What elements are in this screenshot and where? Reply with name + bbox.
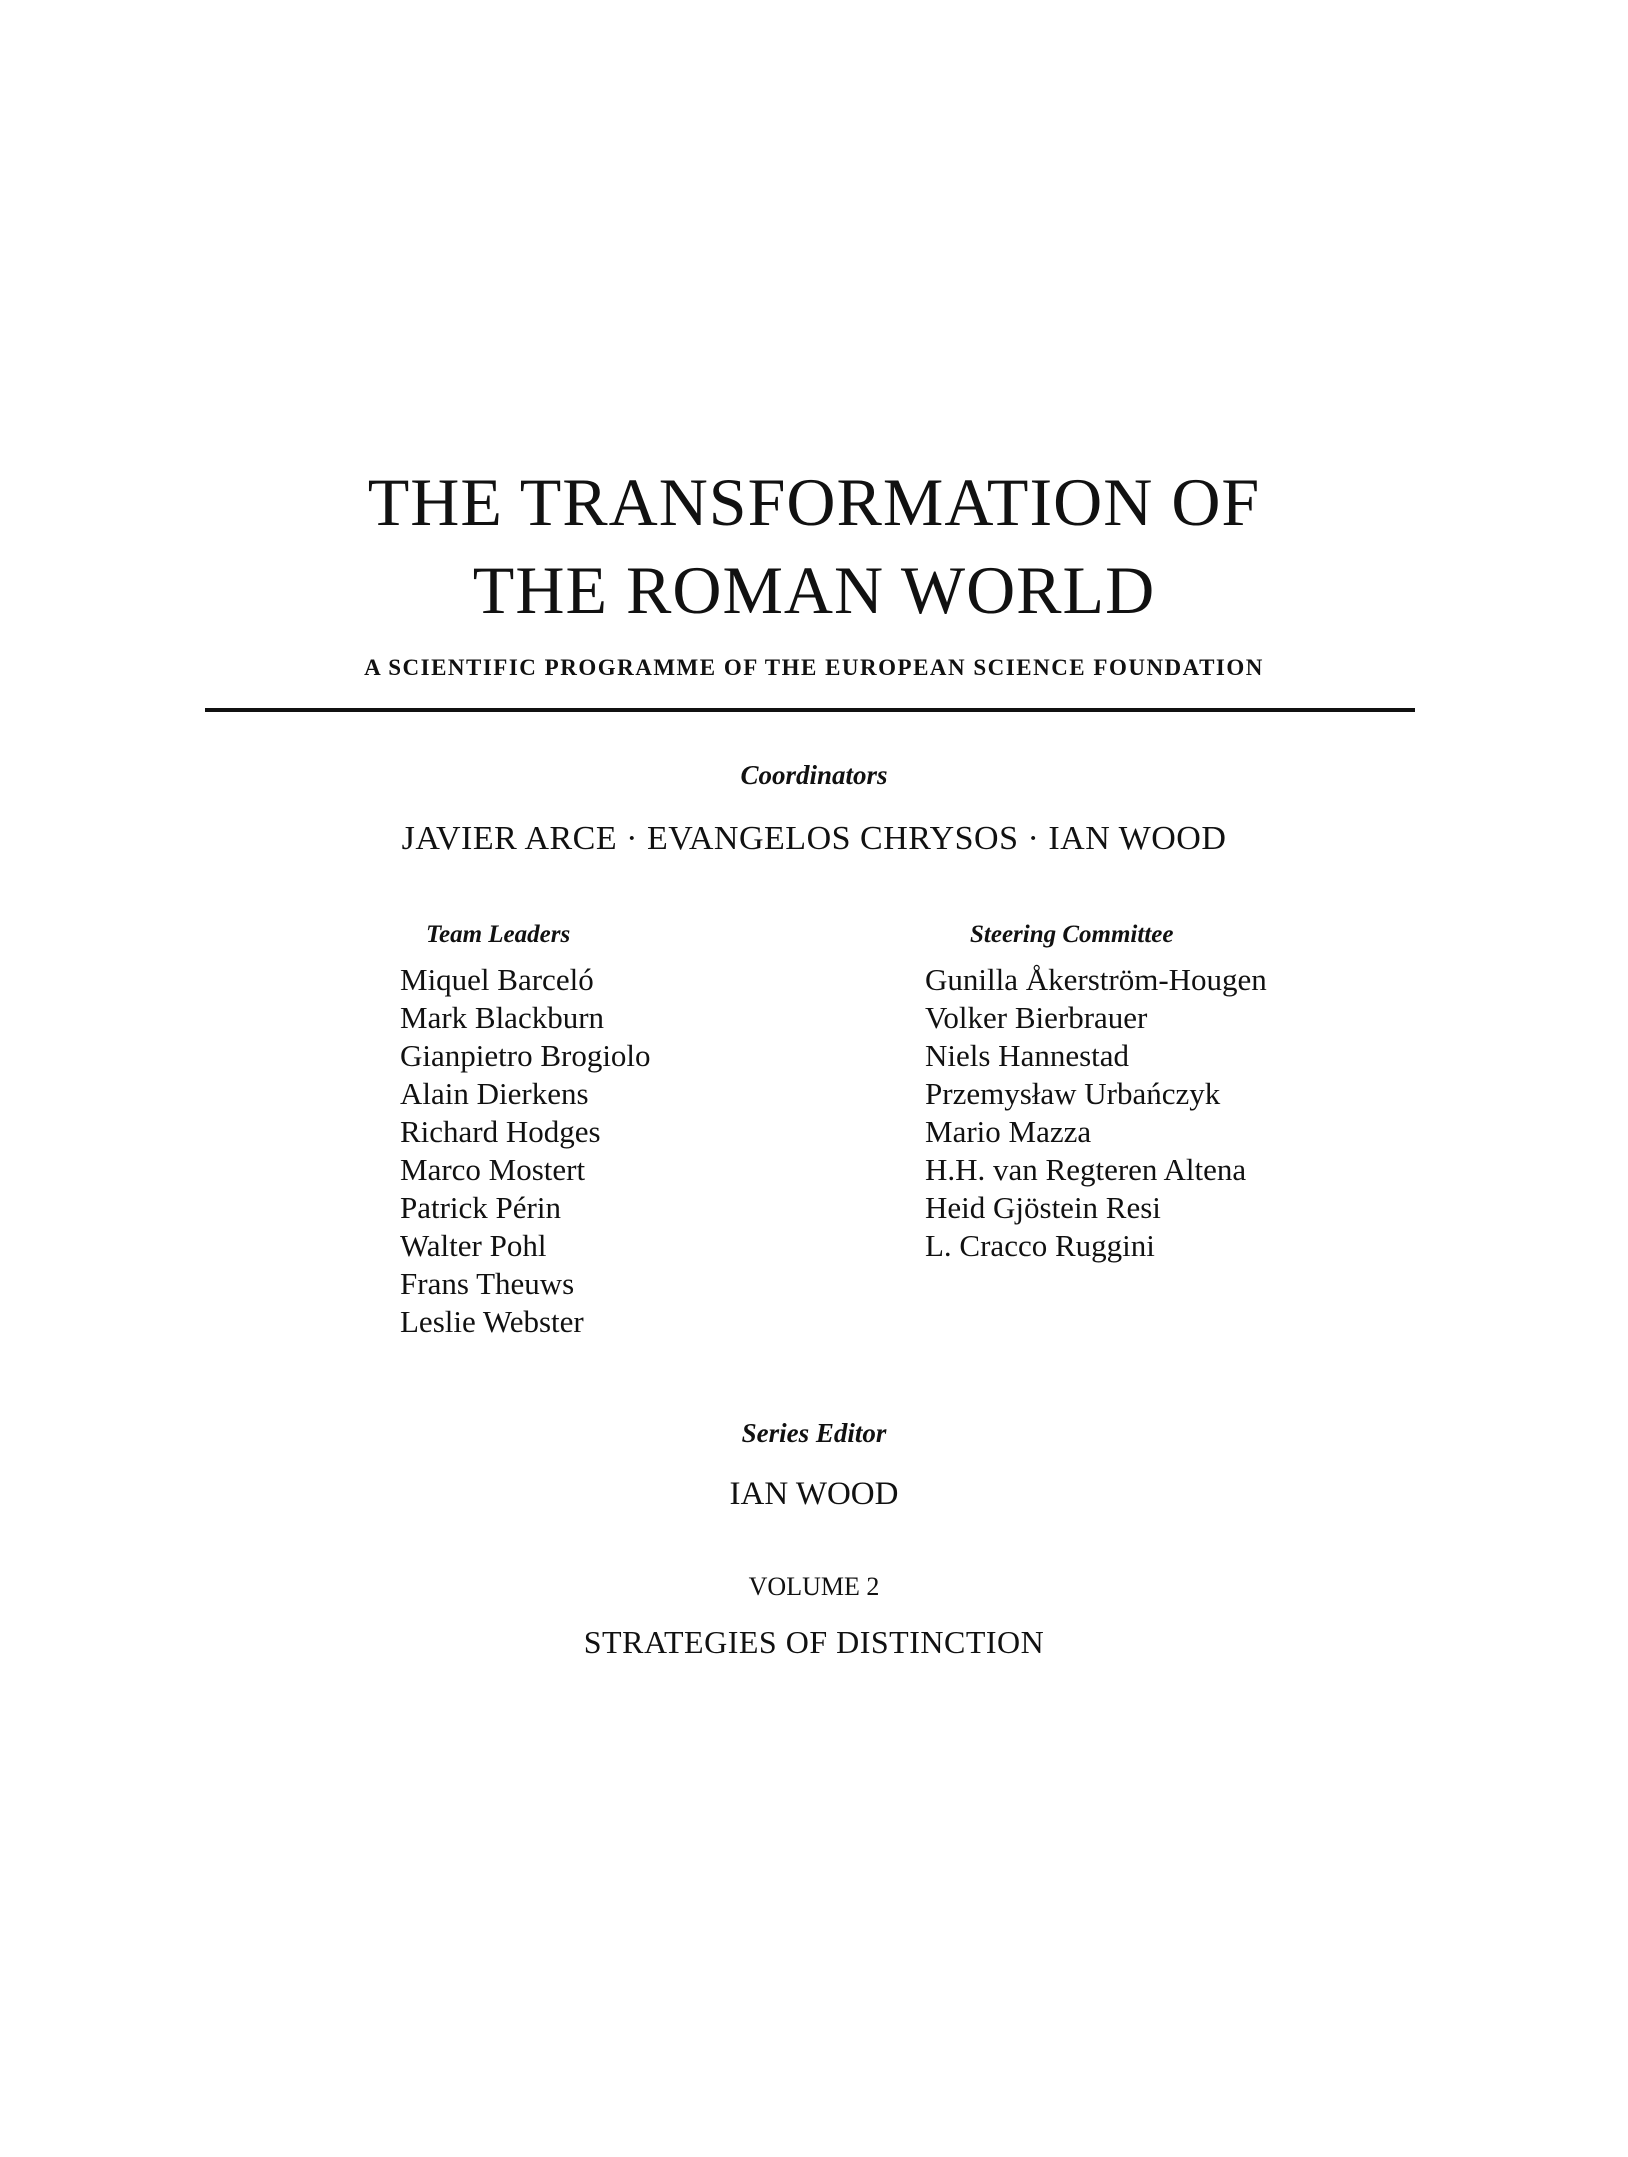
committee-member-name: L. Cracco Ruggini: [925, 1228, 1155, 1263]
team-leader-name: Mark Blackburn: [400, 1000, 605, 1035]
team-leader-name: Alain Dierkens: [400, 1076, 589, 1111]
team-leaders-column: [400, 922, 651, 1341]
team-leaders-list: [400, 961, 651, 1341]
team-leader-name: Frans Theuws: [400, 1266, 575, 1301]
horizontal-rule: [205, 708, 1415, 712]
committee-member-name: Volker Bierbrauer: [925, 1000, 1148, 1035]
team-leaders-label: Team Leaders: [426, 921, 571, 948]
series-title-line-2: THE ROMAN WORLD: [472, 552, 1156, 628]
series-title-line-1: THE TRANSFORMATION OF: [367, 464, 1261, 540]
steering-committee-column: [925, 922, 1267, 1265]
series-subtitle: A SCIENTIFIC PROGRAMME OF THE EUROPEAN SCIENCE FOUNDATION: [364, 655, 1264, 680]
committee-member-name: Gunilla Åkerström-Hougen: [925, 962, 1267, 997]
committee-member-name: Przemysław Urbańczyk: [925, 1076, 1221, 1111]
committee-member-name: H.H. van Regteren Altena: [925, 1152, 1247, 1187]
coordinators-label: Coordinators: [740, 760, 888, 790]
coordinators-names: JAVIER ARCE · EVANGELOS CHRYSOS · IAN WOOD: [401, 820, 1227, 857]
committee-member-name: Mario Mazza: [925, 1114, 1092, 1149]
team-leader-name: Gianpietro Brogiolo: [400, 1038, 651, 1073]
team-leader-name: Marco Mostert: [400, 1152, 586, 1187]
team-leader-name: Leslie Webster: [400, 1304, 584, 1339]
committee-member-name: Heid Gjöstein Resi: [925, 1190, 1161, 1225]
team-leader-name: Richard Hodges: [400, 1114, 601, 1149]
steering-committee-label: Steering Committee: [970, 921, 1174, 948]
series-editor-label: Series Editor: [741, 1418, 887, 1448]
team-leader-name: Walter Pohl: [400, 1228, 547, 1263]
team-leader-name: Patrick Périn: [400, 1190, 561, 1225]
team-leader-name: Miquel Barceló: [400, 962, 594, 997]
steering-committee-list: [925, 961, 1267, 1265]
volume-number: VOLUME 2: [748, 1572, 880, 1601]
series-editor-name: IAN WOOD: [729, 1476, 899, 1512]
committee-member-name: Niels Hannestad: [925, 1038, 1130, 1073]
volume-title: STRATEGIES OF DISTINCTION: [583, 1624, 1045, 1660]
